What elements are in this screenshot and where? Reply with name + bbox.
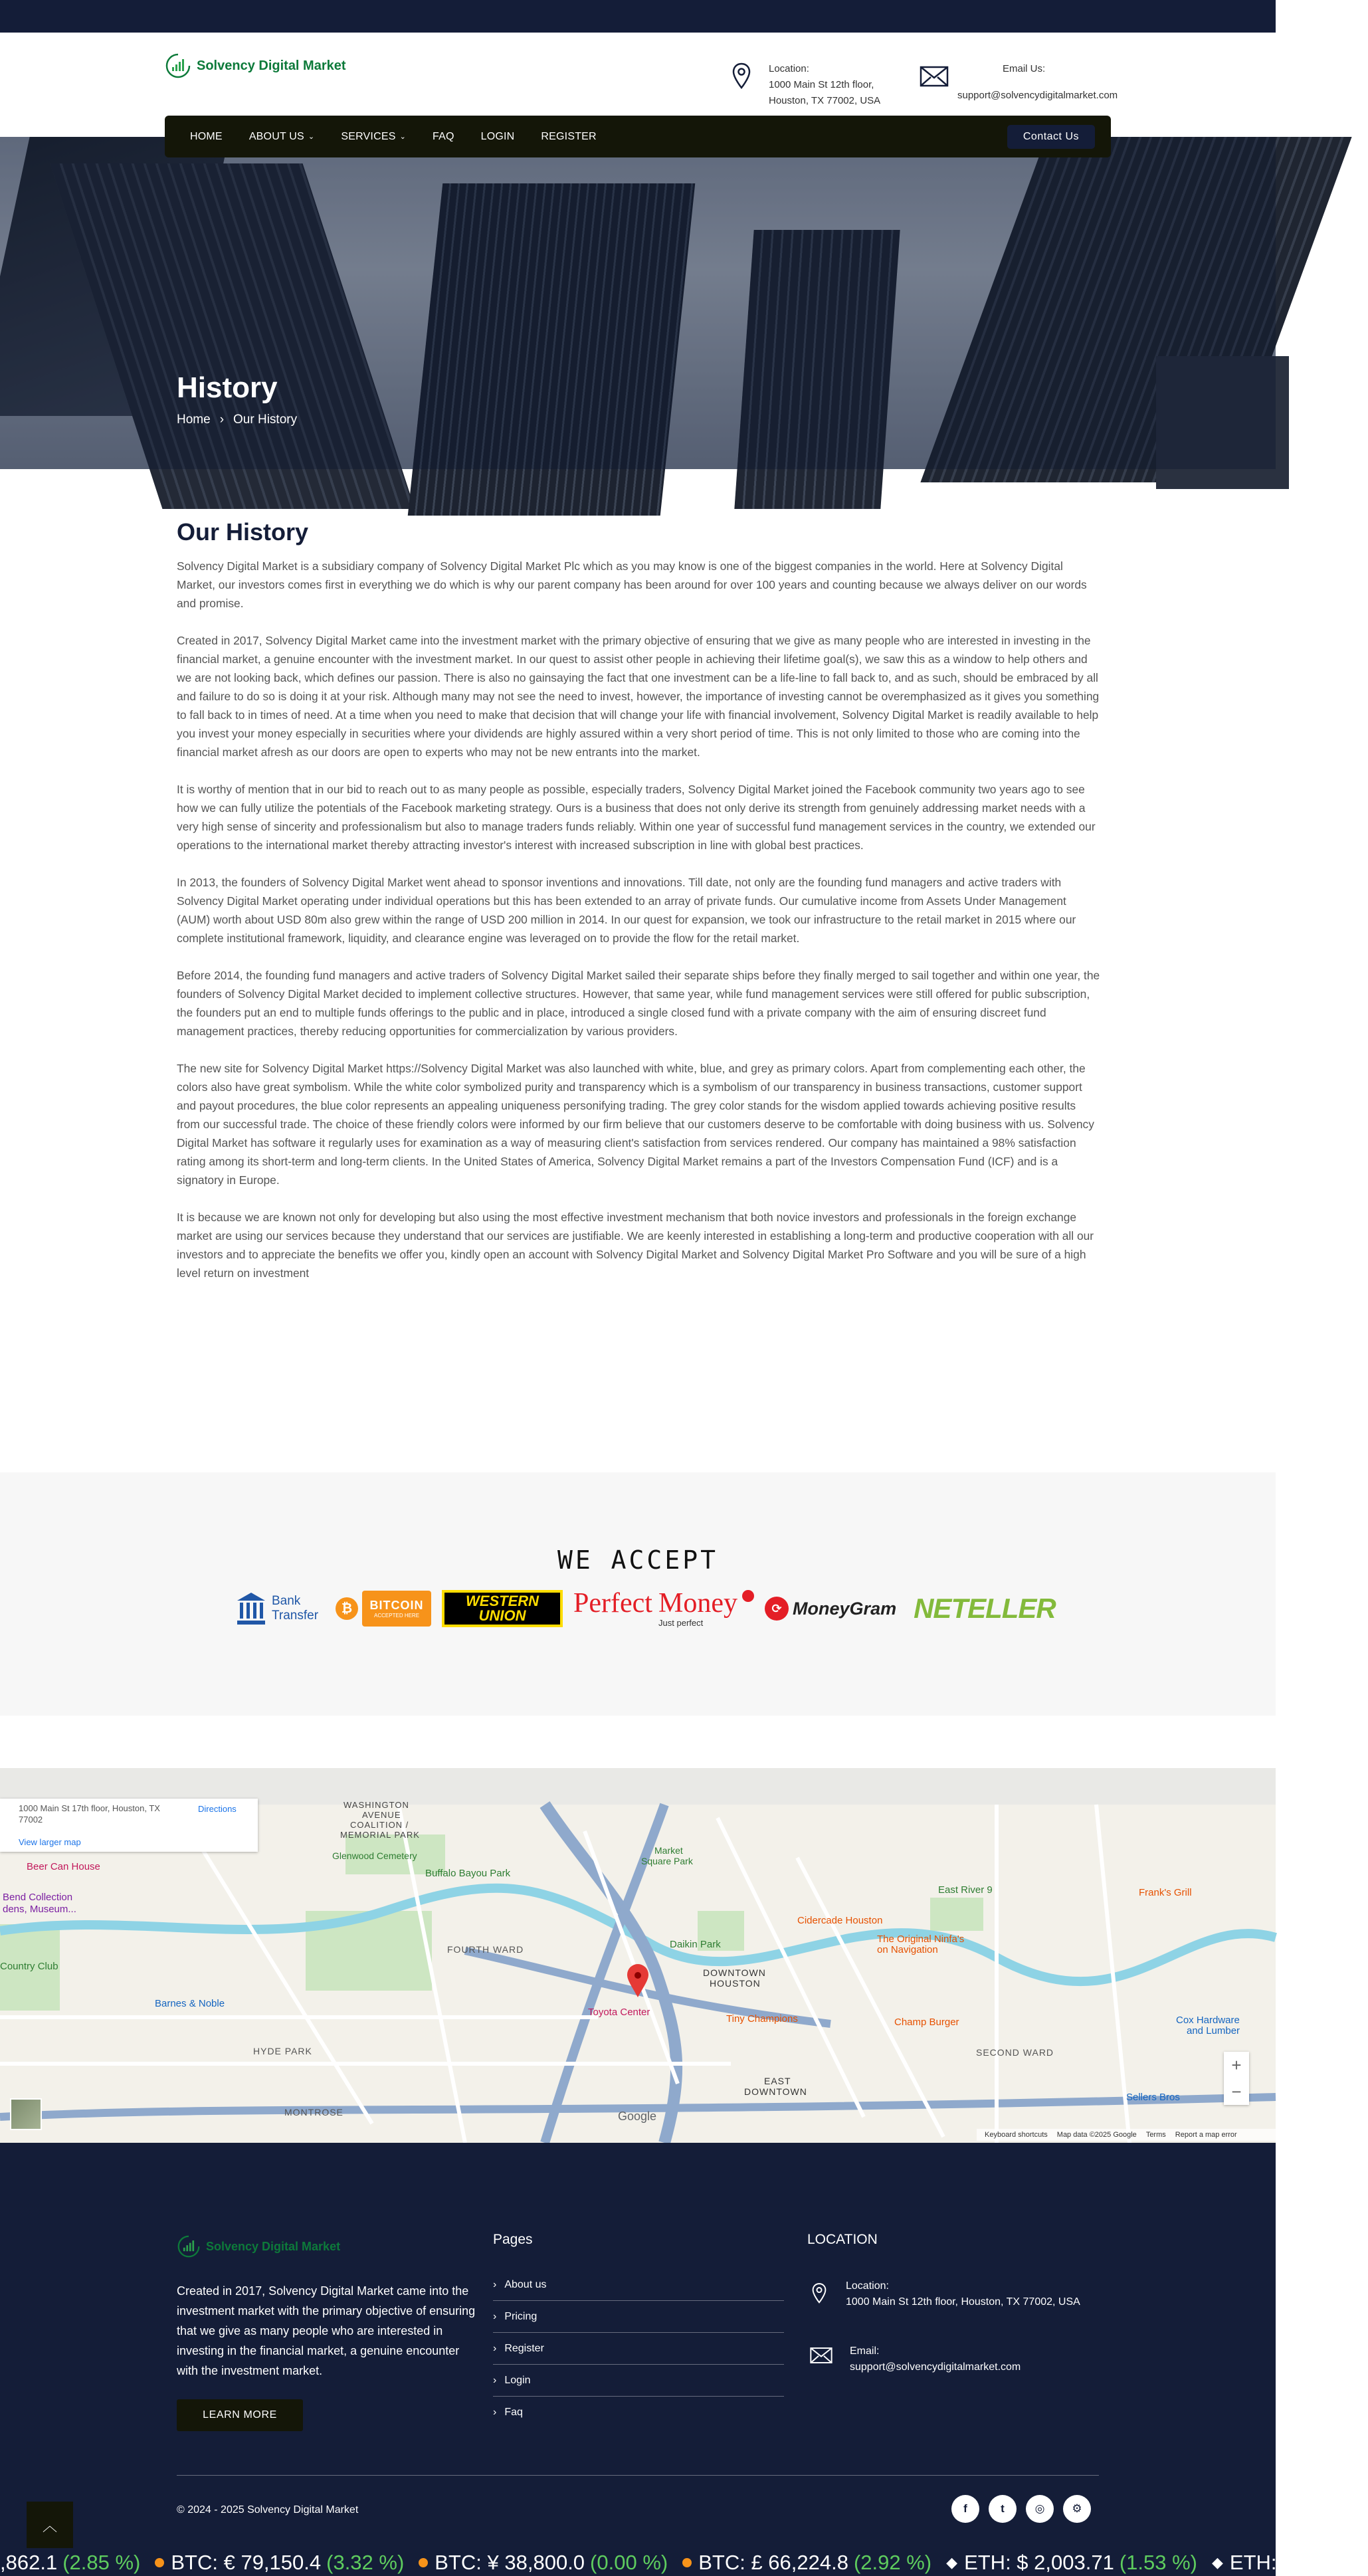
map-label: FOURTH WARD	[447, 1944, 524, 1955]
footer-location	[807, 2278, 1080, 2310]
header-email	[919, 61, 1118, 104]
main-nav	[165, 116, 1111, 157]
breadcrumb-separator: ›	[219, 413, 225, 427]
footer-location-value: 1000 Main St 12th floor, Houston, TX 77002, USA	[846, 2296, 1080, 2308]
location-pin-icon	[726, 61, 757, 92]
logo-chart-icon	[177, 2234, 201, 2258]
footer-email-label: Email:	[850, 2345, 880, 2357]
moneygram-icon: ⟳	[765, 1597, 789, 1621]
breadcrumb-current: Our History	[233, 413, 298, 427]
map-label: DOWNTOWN	[703, 1967, 766, 1978]
facebook-icon[interactable]: f	[951, 2495, 979, 2523]
chevron-right-icon: ›	[493, 2407, 497, 2418]
payment-methods	[0, 1472, 1276, 1716]
hero-banner	[0, 137, 1276, 469]
history-paragraph: Before 2014, the founding fund managers and active traders of Solvency Digital Market sailed their separate ships before they finally merged to sail together and within one year, the founders of Solvency Digital Market decided to implement collective structures. However, that same year, while fund management services were still offered for public subscription, the founders put an end to multiple funds offerings to the public and in place, introduced a single closed fund with a private company with the aim of ensuring discreet fund management practices, thereby reducing opportunities for commercialization by various providers.	[177, 969, 1100, 1038]
ethereum-icon: ◆	[946, 2554, 958, 2571]
map-layer-thumbnail[interactable]	[10, 2098, 42, 2130]
copyright-text: © 2024 - 2025 Solvency Digital Market	[177, 2504, 359, 2516]
bank-icon	[236, 1591, 266, 1626]
nav-faq[interactable]: FAQ	[433, 130, 454, 142]
nav-login[interactable]: LOGIN	[480, 130, 515, 142]
map-label: Market	[654, 1845, 683, 1856]
footer-link-pricing[interactable]: › Pricing	[493, 2301, 784, 2333]
map-label: on Navigation	[877, 1944, 938, 1955]
map-address: 1000 Main St 17th floor, Houston, TX 77002	[19, 1803, 160, 1825]
map-label: Tiny Champions	[726, 2013, 798, 2025]
breadcrumb-home[interactable]: Home	[177, 413, 211, 427]
map-label: dens, Museum...	[3, 1904, 76, 1915]
ticker-item: BTC: ¥ 38,800.0 (0.00 %)	[419, 2551, 668, 2575]
zoom-out-button[interactable]: −	[1231, 2081, 1242, 2102]
bitcoin-logo: ₿ BITCOIN ACCEPTED HERE	[336, 1591, 431, 1627]
logo-chart-icon	[165, 52, 191, 79]
terms-link[interactable]: Terms	[1145, 2131, 1166, 2139]
ticker-item: BTC: £ 66,224.8 (2.92 %)	[682, 2551, 931, 2575]
chevron-down-icon: ⌄	[308, 133, 315, 141]
footer-email-link[interactable]: support@solvencydigitalmarket.com	[850, 2361, 1021, 2373]
contact-us-button[interactable]: Contact Us	[1007, 125, 1095, 149]
map-label: EAST	[764, 2076, 791, 2086]
header-email-link[interactable]: support@solvencydigitalmarket.com	[957, 90, 1118, 101]
report-error-link[interactable]: Report a map error	[1175, 2131, 1237, 2139]
envelope-icon	[919, 61, 949, 92]
brand-name: Solvency Digital Market	[197, 58, 346, 73]
map-label: COALITION /	[350, 1820, 409, 1830]
map-label: Square Park	[641, 1856, 693, 1866]
map-label: MONTROSE	[284, 2107, 343, 2118]
footer-divider	[177, 2475, 1099, 2476]
map-label: Beer Can House	[27, 1861, 100, 1872]
bitcoin-icon	[419, 2558, 428, 2567]
history-paragraph: In 2013, the founders of Solvency Digital Market went ahead to sponsor inventions and innovations. Till date, not only are the founding fund managers and active traders with Solvency Digital Market operating under individual operations but this has been extended to an array of private funds. Our cumulative income from Assets Under Management (AUM) worth about USD 80m also grew within the range of USD 200 million in 2014. In our quest for expansion, we took our infrastructure to the retail market in 2015 where our complete institutional framework, liquidity, and clearance engine was leveraged on to provide the flow for the retail market.	[177, 876, 1076, 945]
chevron-right-icon: ›	[493, 2374, 497, 2386]
western-union-logo: WESTERN UNION	[442, 1590, 563, 1627]
zoom-controls	[1224, 2052, 1249, 2105]
map-label: WASHINGTON	[343, 1800, 409, 1810]
map-label: HYDE PARK	[253, 2046, 312, 2056]
map-label: and Lumber	[1187, 2025, 1240, 2036]
footer-about-text: Created in 2017, Solvency Digital Market came into the investment market with the primary objective of ensuring that we give as many people who are interested in investing in the financial market, a genuine encounter with the investment market.	[177, 2284, 476, 2377]
footer-link-about-us[interactable]: › About us	[493, 2269, 784, 2301]
bitcoin-icon	[155, 2558, 164, 2567]
map-data-text: Map data ©2025 Google	[1056, 2131, 1137, 2139]
map-footer-bar	[977, 2129, 1276, 2141]
map-label: MEMORIAL PARK	[340, 1830, 420, 1840]
nav-about-us[interactable]: ABOUT US ⌄	[248, 130, 315, 142]
view-larger-map-link[interactable]: View larger map	[19, 1837, 81, 1847]
google-logo: Google	[618, 2110, 657, 2123]
learn-more-button[interactable]: LEARN MORE	[177, 2399, 303, 2431]
history-paragraph: Created in 2017, Solvency Digital Market came into the investment market with the primary objective of ensuring that we give as many people who are interested in investing in the financial market, a genuine encounter with the investment market. In our quest to assist other people in achieving their lifetime goal(s), we saw this as a window to help others and we are not looking back, which defines our passion. There is also no gainsaying the fact that one investment can be a life-line to fall back to, and as such, should be embraced by all and failure to do so is doing it at your risk. Although many may not see the need to invest, however, the importance of investing cannot be overemphasized as it gives you something to fall back to in times of need. At a time when you need to make that decision that will change your life with financial involvement, Solvency Digital Market is readily available to help you invest your money especially in securities where your dividends are highly assured within a very short period of time. This is not only limited to those who are coming into the financial market afresh as our doors are open to experts who may not be new entrants into the market.	[177, 634, 1100, 759]
we-accept-title: WE ACCEPT	[557, 1545, 718, 1575]
ticker-item: BTC: € 79,150.4 (3.32 %)	[155, 2551, 404, 2575]
header-location	[726, 61, 880, 109]
crypto-ticker	[0, 2549, 1368, 2576]
map-label: AVENUE	[362, 1810, 401, 1820]
envelope-icon	[807, 2343, 835, 2367]
neteller-logo: NETELLER	[914, 1593, 1056, 1624]
instagram-icon[interactable]: ◎	[1026, 2495, 1054, 2523]
map-label: Country Club	[0, 1961, 58, 1972]
header-location-line2: Houston, TX 77002, USA	[769, 95, 881, 106]
brand-logo[interactable]	[165, 52, 346, 79]
chevron-right-icon: ›	[493, 2278, 497, 2290]
header-email-label: Email Us:	[1003, 63, 1046, 74]
map-label: DOWNTOWN	[744, 2086, 807, 2097]
perfect-money-logo: Perfect Money Just perfect	[573, 1587, 754, 1630]
payment-logos	[236, 1585, 1056, 1632]
footer-location-label: Location:	[846, 2280, 889, 2292]
map-label: Frank's Grill	[1139, 1887, 1192, 1898]
scroll-to-top-button[interactable]: ︿	[27, 2502, 73, 2548]
map-label: Barnes & Noble	[155, 1998, 225, 2009]
bitcoin-icon	[682, 2558, 692, 2567]
twitter-icon[interactable]: t	[989, 2495, 1017, 2523]
footer-location-title: LOCATION	[807, 2232, 878, 2247]
nav-home[interactable]: HOME	[190, 130, 223, 142]
map-label: Buffalo Bayou Park	[425, 1868, 511, 1879]
ethereum-icon: ◆	[1211, 2554, 1223, 2571]
footer-link-register[interactable]: › Register	[493, 2333, 784, 2365]
history-paragraph: It is because we are known not only for developing but also using the most effective investment mechanism that both novice investors and professionals in the foreign exchange market are using our services because they understand that our services are justifiable. We are keenly interested in establishing a long-term and productive cooperation with all our investors and to appreciate the benefits we offer you, kindly open an account with Solvency Digital Market and Solvency Digital Market Pro Software and you will be sure of a high level return on investment	[177, 1211, 1094, 1280]
map-label: HOUSTON	[710, 1978, 761, 1989]
zoom-in-button[interactable]: +	[1231, 2054, 1242, 2075]
site-footer	[0, 2143, 1276, 2576]
page-title: History	[177, 371, 278, 404]
footer-logo[interactable]	[177, 2234, 340, 2258]
breadcrumb	[177, 413, 297, 427]
chevron-down-icon: ⌄	[399, 133, 406, 141]
footer-pages-title: Pages	[493, 2232, 533, 2247]
history-paragraph: The new site for Solvency Digital Market https://Solvency Digital Market was also launched with white, blue, and grey as primary colors. Apart from complementing each other, the colors also have great symbolism. While the white color symbolized purity and transparency which is a symbolism of our transparency in business transactions, customer support and payout procedures, the blue color represents an appealing uniqueness personifying trading. The grey color stands for the wisdom applied towards achieving positive results from our successful trade. The choice of these friendly colors were informed by our firm believe that our customers deserve to be comfortable with doing business with us. Solvency Digital Market has software it regularly uses for examination as a way of measuring client's satisfaction from services rendered. Our company has maintained a 98% satisfaction rating among its short-term and long-term clients. In the United States of America, Solvency Digital Market remains a part of the Investors Compensation Fund (ICF) and is a signatory in Europe.	[177, 1062, 1094, 1187]
dribbble-icon[interactable]: ⚙	[1063, 2495, 1091, 2523]
map-label: Cox Hardware	[1176, 2015, 1240, 2026]
header-location-label: Location:	[769, 63, 809, 74]
chevron-right-icon: ›	[493, 2342, 497, 2354]
map-info-card	[0, 1799, 258, 1852]
map-label: Bend Collection	[3, 1892, 73, 1903]
footer-email	[807, 2343, 1021, 2375]
header-location-line1: 1000 Main St 12th floor,	[769, 79, 874, 90]
bitcoin-icon: ₿	[336, 1597, 358, 1620]
map-label: Champ Burger	[894, 2017, 959, 2028]
location-pin-icon	[807, 2278, 831, 2309]
nav-services[interactable]: SERVICES ⌄	[341, 130, 406, 142]
history-paragraph: Solvency Digital Market is a subsidiary company of Solvency Digital Market Plc which as you may know is one of the biggest companies in the world. Here at Solvency Digital Market, our investors comes first in everything we do which is why our parent company has been around for over 100 years and counting because we always deliver on our words and promise.	[177, 559, 1087, 610]
section-heading: Our History	[177, 518, 309, 545]
map-label: Daikin Park	[670, 1939, 721, 1950]
bank-transfer-logo: Bank Transfer	[236, 1591, 318, 1626]
pm-badge-icon	[742, 1590, 754, 1602]
social-links	[951, 2495, 1091, 2523]
directions-link[interactable]: Directions	[198, 1804, 237, 1814]
ticker-item: ,862.1 (2.85 %)	[0, 2551, 141, 2574]
history-paragraph: It is worthy of mention that in our bid to reach out to as many people as possible, especially traders, Solvency Digital Market joined the Facebook community two years ago to see how we can fully utilize the potentials of the Facebook marketing strategy. Ours is a business that does not only derive its strength from genuinely addressing market needs with a very high sense of sincerity and professionalism but also to manage traders funds reliably. Within one year of successful fund management services in the country, we extended our operations to the international market thereby attracting investor's interest with increased subscription in line with global best practices.	[177, 783, 1096, 852]
ticker-item: ◆ ETH: € 1,847.0	[1211, 2551, 1368, 2574]
map-label: Cidercade Houston	[797, 1915, 883, 1926]
map-label: Toyota Center	[588, 2007, 650, 2018]
map-label: The Original Ninfa's	[877, 1933, 965, 1945]
footer-link-faq[interactable]: › Faq	[493, 2407, 523, 2418]
footer-link-login[interactable]: › Login	[493, 2365, 784, 2397]
map-label: East River 9	[938, 1884, 993, 1896]
moneygram-logo: ⟳ MoneyGram	[765, 1597, 896, 1621]
map-label: SECOND WARD	[976, 2047, 1054, 2058]
history-content	[177, 518, 1100, 1301]
map-label: Glenwood Cemetery	[332, 1850, 417, 1861]
ticker-item: ◆ ETH: $ 2,003.71 (1.53 %)	[946, 2551, 1197, 2574]
footer-pages-list	[493, 2269, 784, 2428]
top-strip	[0, 0, 1276, 33]
keyboard-shortcuts-link[interactable]: Keyboard shortcuts	[985, 2131, 1048, 2139]
nav-register[interactable]: REGISTER	[541, 130, 597, 142]
chevron-right-icon: ›	[493, 2310, 497, 2322]
map-label: Sellers Bros	[1126, 2092, 1180, 2103]
footer-brand-name: Solvency Digital Market	[206, 2239, 341, 2253]
map-canvas[interactable]	[0, 1805, 1276, 2143]
